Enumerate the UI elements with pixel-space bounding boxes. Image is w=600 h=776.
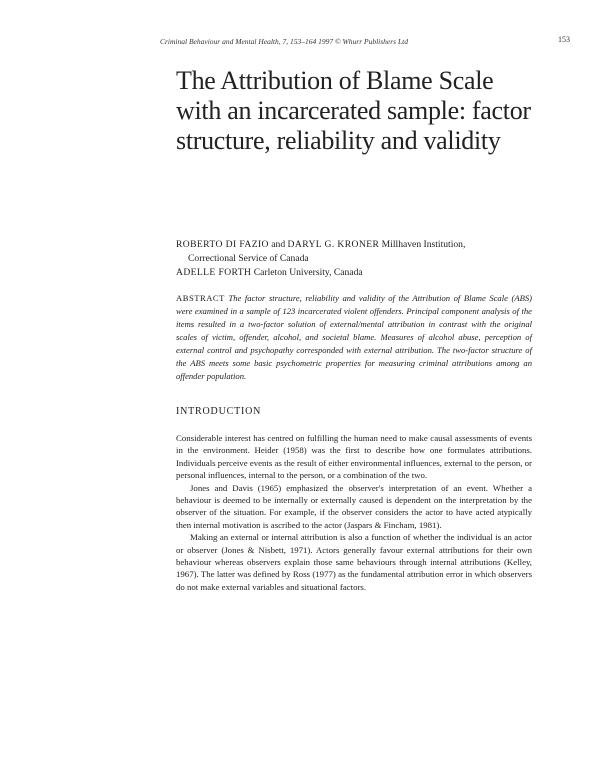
author-name-c: ADELLE FORTH bbox=[176, 267, 252, 278]
author-affiliation-2: Correctional Service of Canada bbox=[188, 253, 309, 264]
title-line-1: The Attribution of Blame Scale bbox=[176, 66, 494, 95]
author-affiliation-1: Millhaven Institution, bbox=[379, 239, 466, 250]
page-number: 153 bbox=[558, 35, 570, 44]
body-text bbox=[176, 432, 532, 593]
title-line-3: structure, reliability and validity bbox=[176, 126, 501, 155]
author-conjunction: and bbox=[268, 239, 288, 250]
author-affiliation-3: Carleton University, Canada bbox=[251, 267, 363, 278]
section-heading: INTRODUCTION bbox=[176, 406, 262, 417]
abstract-label: ABSTRACT bbox=[176, 293, 225, 303]
abstract bbox=[176, 292, 532, 383]
article-title bbox=[176, 66, 556, 156]
author-names-a: ROBERTO DI FAZIO bbox=[176, 239, 269, 250]
paragraph-2: Jones and Davis (1965) emphasized the observer's interpretation of an event. Whether a behaviour is deemed to be internally or externally caused is dependent on the interpretation by the observer of the situation. For example, if the observer considers the actor to have acted atypically then internal motivation is ascribed to the actor (Jaspars & Fincham, 1981). bbox=[176, 482, 532, 530]
author-names-b: DARYL G. KRONER bbox=[287, 239, 380, 250]
author-line-3 bbox=[176, 266, 556, 280]
paragraph-3: Making an external or internal attribution is also a function of whether the individual is an actor or observer (Jones & Nisbett, 1971). Actors generally favour external attributions for their own behaviour whereas observers explain those same behaviours through internal attributions (Kelley, 1967). The latter was defined by Ross (1977) as the fundamental attribution error in which observers do not make external variables and situational factors. bbox=[176, 532, 532, 592]
paragraph-1: Considerable interest has centred on fulfilling the human need to make causal assessments of events in the environment. Heider (1958) was the first to describe how one formulates attributions. Individuals perceive events as the result of either environmental influences, external to the person, or personal influences, internal to the person, or a combination of the two. bbox=[176, 433, 532, 481]
author-line-1 bbox=[176, 238, 556, 252]
title-line-2: with an incarcerated sample: factor bbox=[176, 96, 531, 125]
running-head: Criminal Behaviour and Mental Health, 7, 153–164 1997 © Whurr Publishers Ltd bbox=[160, 37, 408, 46]
author-block bbox=[176, 238, 556, 280]
abstract-text: The factor structure, reliability and validity of the Attribution of Blame Scale (ABS) were examined in a sample of 123 incarcerated violent offenders. Principal component analysis of the items resulted in a two-factor solution of external/mental attribution in contrast with the original scales of victim, offender, alcohol, and societal blame. Measures of alcohol abuse, perception of external control and psychopathy corresponded with external attribution. The two-factor structure of the ABS meets some basic psychometric properties for measuring criminal attributions among an offender population. bbox=[176, 293, 532, 381]
